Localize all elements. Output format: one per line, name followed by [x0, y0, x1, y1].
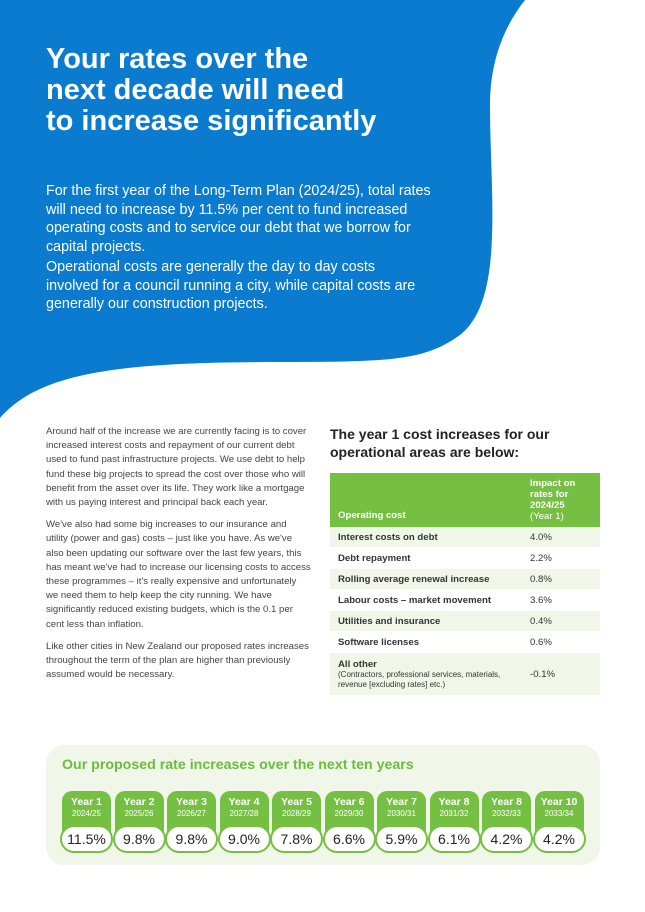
- rate-value: 7.8%: [270, 825, 323, 853]
- rate-financial-year: 2033/34: [544, 809, 574, 818]
- rate-value: 6.1%: [428, 825, 481, 853]
- rate-item-year-7: [377, 791, 426, 853]
- rate-year-label: Year 1: [71, 796, 102, 808]
- rate-item-year-6: [325, 791, 374, 853]
- cost-value: 3.6%: [524, 590, 600, 611]
- rate-year-label: Year 7: [386, 796, 417, 808]
- rate-item-year-1: [62, 791, 111, 853]
- cost-value: 0.8%: [524, 569, 600, 590]
- table-row: [330, 632, 600, 653]
- table-row: [330, 653, 600, 696]
- cost-item: Rolling average renewal increase: [330, 569, 524, 590]
- rate-financial-year: 2025/26: [124, 809, 154, 818]
- cost-item: Labour costs – market movement: [330, 590, 524, 611]
- rate-financial-year: 2032/33: [492, 809, 521, 818]
- rate-year-label: Year 8: [491, 796, 522, 808]
- cost-value: 0.6%: [524, 632, 600, 653]
- cost-value: 2.2%: [524, 548, 600, 569]
- rate-value: 9.8%: [165, 825, 218, 853]
- rate-item-year-5: [272, 791, 321, 853]
- table-row: [330, 548, 600, 569]
- rate-increases-panel: [46, 745, 600, 865]
- table-header-row: [330, 473, 600, 527]
- intro-paragraph: For the first year of the Long-Term Plan (2024/25), total rates will need to increase by 11.5% per cent to fund increased operating costs and to service our debt that we borrow for capital projects.: [46, 183, 431, 255]
- table-row: [330, 527, 600, 548]
- rate-year-label: Year 4: [228, 796, 260, 808]
- rate-item-year-10: [535, 791, 584, 853]
- table-row: [330, 611, 600, 632]
- rate-value: 6.6%: [323, 825, 376, 853]
- cost-item: Interest costs on debt: [330, 527, 524, 548]
- rate-year-label: Year 3: [176, 796, 207, 808]
- cost-item: Software licenses: [330, 632, 524, 653]
- body-text: [46, 425, 311, 690]
- rate-value: 9.0%: [218, 825, 271, 853]
- rate-item-year-9: [482, 791, 531, 853]
- cost-value: -0.1%: [524, 653, 600, 696]
- column-header-operating-cost: Operating cost: [330, 473, 524, 527]
- rate-financial-year: 2024/25: [72, 809, 101, 818]
- rate-financial-year: 2029/30: [334, 809, 364, 818]
- body-paragraph: We've also had some big increases to our insurance and utility (power and gas) costs – just like you have. As we've also been updating our software over the last few years, this has meant we've had to increase our licensing costs to access these programmes – it's really expensive and unfortunately we need them to help keep the city running. We have significantly reduced existing budgets, which is the 0.1 per cent less than inflation.: [46, 519, 311, 630]
- rate-financial-year: 2031/32: [439, 809, 469, 818]
- rate-value: 11.5%: [60, 825, 113, 853]
- table-row: [330, 590, 600, 611]
- rate-year-label: Year 6: [333, 796, 365, 808]
- rate-financial-year: 2030/31: [387, 809, 416, 818]
- body-paragraph: Around half of the increase we are currently facing is to cover increased interest costs and repayment of our current debt used to fund past infrastructure projects. We use debt to help fund these big projects to spread the cost over those who will benefit from the asset over its life. They work like a mortgage with us paying interest and principal back each year.: [46, 426, 307, 509]
- cost-item-note: (Contractors, professional services, materials, revenue [excluding rates] etc.): [338, 669, 501, 689]
- page-title: Your rates over the next decade will need to increase significantly: [46, 43, 377, 137]
- cost-value: 4.0%: [524, 527, 600, 548]
- rate-year-label: Year 8: [438, 796, 470, 808]
- body-paragraph: Like other cities in New Zealand our proposed rates increases throughout the term of the plan are higher than previously assumed would be necessary.: [46, 640, 309, 681]
- rate-value: 9.8%: [113, 825, 166, 853]
- rate-item-year-2: [115, 791, 164, 853]
- cost-value: 0.4%: [524, 611, 600, 632]
- rate-financial-year: 2026/27: [177, 809, 206, 818]
- rate-year-label: Year 10: [540, 796, 578, 808]
- rate-financial-year: 2028/29: [282, 809, 311, 818]
- intro-paragraph: Operational costs are generally the day to day costs involved for a council running a city, while capital costs are generally our construction projects.: [46, 259, 416, 312]
- cost-item: Debt repayment: [330, 548, 524, 569]
- rate-item-year-8: [430, 791, 479, 853]
- rate-year-label: Year 5: [281, 796, 312, 808]
- column-header-impact: Impact on rates for 2024/25 (Year 1): [524, 473, 600, 527]
- rate-year-label: Year 2: [123, 796, 155, 808]
- cost-table: [330, 473, 600, 696]
- cost-item: [330, 653, 524, 696]
- rate-item-year-3: [167, 791, 216, 853]
- cost-item-label: All other: [338, 658, 377, 670]
- rate-financial-year: 2027/28: [229, 809, 259, 818]
- table-heading: The year 1 cost increases for our operational areas are below:: [330, 426, 550, 460]
- cost-item: Utilities and insurance: [330, 611, 524, 632]
- rate-value: 4.2%: [533, 825, 586, 853]
- rate-value: 5.9%: [375, 825, 428, 853]
- rate-panel-heading: Our proposed rate increases over the next ten years: [62, 757, 414, 773]
- table-row: [330, 569, 600, 590]
- rate-item-year-4: [220, 791, 269, 853]
- rate-value: 4.2%: [480, 825, 533, 853]
